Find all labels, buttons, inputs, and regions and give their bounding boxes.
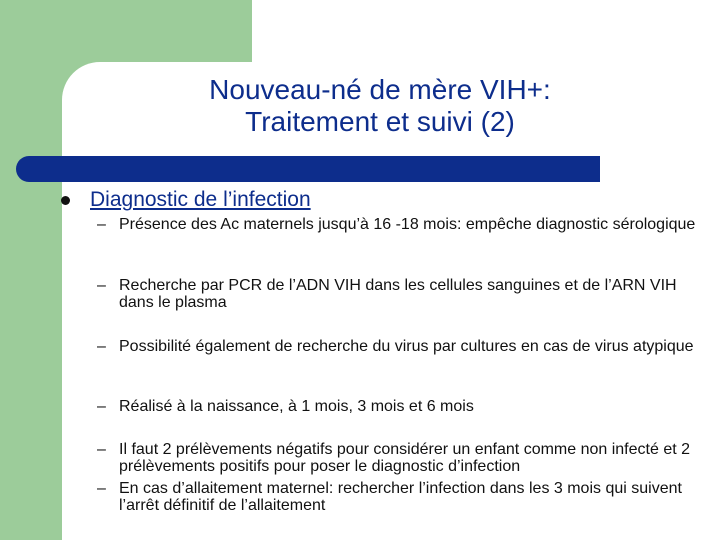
dash-marker: – xyxy=(97,441,106,458)
list-item-text: Réalisé à la naissance, à 1 mois, 3 mois et 6 mois xyxy=(119,398,474,415)
dash-marker: – xyxy=(97,277,106,294)
slide-title xyxy=(120,74,640,138)
bullet-dot xyxy=(61,196,70,205)
dash-marker: – xyxy=(97,398,106,415)
list-item-text: Possibilité également de recherche du virus par cultures en cas de virus atypique xyxy=(119,338,694,355)
title-line-1: Nouveau-né de mère VIH+: xyxy=(209,74,551,105)
list-item-text: En cas d’allaitement maternel: rechercher l’infection dans les 3 mois qui suivent l’arrêt définitif de l’allaitement xyxy=(119,480,682,514)
dash-marker: – xyxy=(97,338,106,355)
list-item-text: Présence des Ac maternels jusqu’à 16 -18 mois: empêche diagnostic sérologique xyxy=(119,216,696,233)
title-accent-bar xyxy=(16,156,600,182)
dash-marker: – xyxy=(97,480,106,497)
list-item-text: Il faut 2 prélèvements négatifs pour considérer un enfant comme non infecté et 2 prélèvements positifs pour poser le diagnostic d’infection xyxy=(119,441,690,475)
list-item-text: Recherche par PCR de l’ADN VIH dans les cellules sanguines et de l’ARN VIH dans le plasma xyxy=(119,277,677,311)
section-heading: Diagnostic de l’infection xyxy=(90,188,311,211)
dash-marker: – xyxy=(97,216,106,233)
title-line-2: Traitement et suivi (2) xyxy=(245,106,515,137)
